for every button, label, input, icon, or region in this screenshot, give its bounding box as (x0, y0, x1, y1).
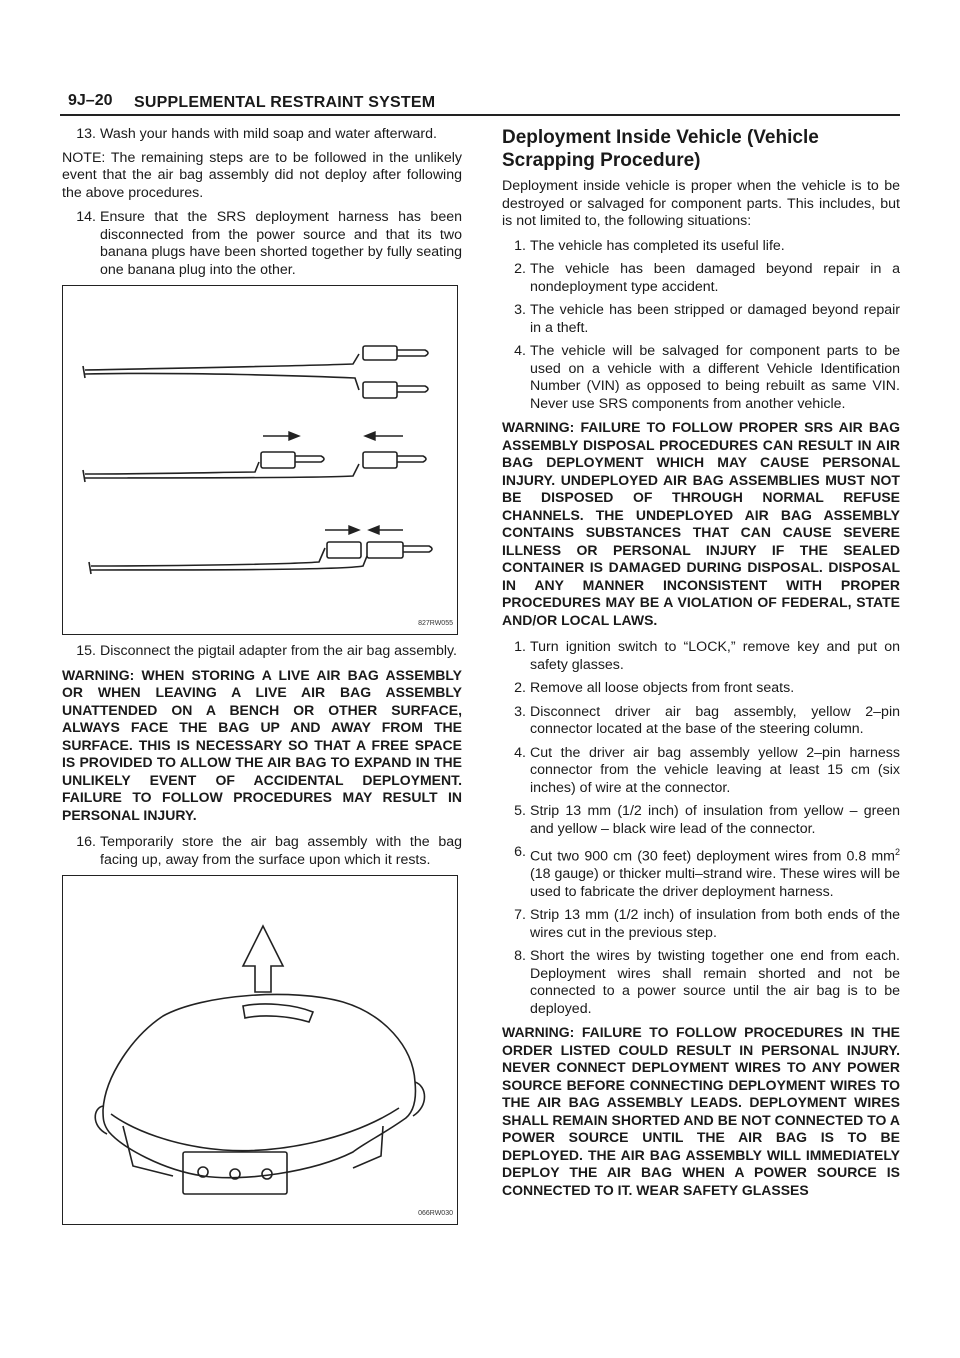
wire-3b (91, 556, 367, 570)
figure-code: 827RW055 (418, 619, 453, 627)
step-16: 16. Temporarily store the air bag assembly with the bag facing up, away from the surface upon which it rests. (76, 834, 462, 868)
list-item: 4. The vehicle will be salvaged for component parts to be used on a vehicle with a different Vehicle Identification Number (VIN) as opposed to being rebuilt as same VIN. Never use SRS components from another vehicle. (514, 343, 900, 412)
warning-deployment-order: WARNING: FAILURE TO FOLLOW PROCEDURES IN THE ORDER LISTED COULD RESULT IN PERSONAL INJURY. NEVER CONNECT DEPLOYMENT WIRES TO ANY POWER SOURCE BEFORE CONNECTING DEPLOYMENT WIRES TO THE AIR BAG ASSEMBLY LEADS. DEPLOYMENT WIRES SHALL REMAIN SHORTED AND BE NOT CONNECTED TO A POWER SOURCE UNTIL THE AIR BAG IS TO BE DEPLOYED. THE AIR BAG ASSEMBLY WILL IMMEDIATELY DEPLOY THE AIR BAG WHEN A POWER SOURCE IS CONNECTED TO IT. WEAR SAFETY GLASSES (502, 1024, 900, 1198)
warning-storage: WARNING: WHEN STORING A LIVE AIR BAG ASSEMBLY OR WHEN LEAVING A LIVE AIR BAG ASSEMBLY UNATTENDED ON A BENCH OR OTHER SURFACE, ALWAYS FACE THE BAG UP AND AWAY FROM THE SURFACE. THIS IS NECESSARY SO THAT A FREE SPACE IS PROVIDED TO ALLOW THE AIR BAG TO EXPAND IN THE UNLIKELY EVENT OF ACCIDENTAL DEPLOYMENT. FAILURE TO FOLLOW PROCEDURES MAY RESULT IN PERSONAL INJURY. (62, 666, 462, 823)
procedure-steps (502, 639, 900, 1018)
plug-2a-body (261, 452, 295, 468)
page-header (60, 88, 900, 118)
section-heading: Deployment Inside Vehicle (Vehicle Scrapping Procedure) (502, 127, 819, 171)
banana-plug-figure (62, 285, 458, 635)
intro-paragraph: Deployment inside vehicle is proper when the vehicle is to be destroyed or salvaged for component parts. This includes, but is not limited to, the following situations: (502, 178, 900, 229)
header-rule (60, 114, 900, 116)
plug-3-pin (403, 546, 432, 552)
plug-1b-body (363, 382, 397, 398)
section-title: SUPPLEMENTAL RESTRAINT SYSTEM (134, 94, 436, 111)
list-item: 2. The vehicle has been damaged beyond repair in a nondeployment type accident. (514, 261, 900, 295)
wire-1b (85, 373, 359, 390)
airbag-figure (62, 875, 458, 1225)
figure-code: 066RW030 (418, 1209, 453, 1217)
list-item: 1. The vehicle has completed its useful life. (514, 237, 785, 254)
plug-1a-pin (397, 350, 428, 356)
page-number: 9J–20 (68, 92, 113, 109)
plug-3a-body (327, 542, 361, 558)
wire-2a (85, 462, 259, 474)
list-item: 4. Cut the driver air bag assembly yellow 2–pin harness connector from the vehicle leaving at least 15 cm (six inches) of wire at the connector. (514, 744, 900, 796)
right-column (502, 126, 900, 1209)
plug-3b-body (367, 542, 403, 558)
list-item: 6. Cut two 900 cm (30 feet) deployment wires from 0.8 $mm^2$ (18 gauge) or thicker multi–strand wire. These wires will be used to fabricate the driver deployment harness. (514, 844, 900, 900)
situations-list (502, 238, 900, 414)
plug-2a-pin (295, 456, 324, 462)
airbag-illustration (63, 876, 457, 1224)
list-item: 2. Remove all loose objects from front seats. (514, 680, 795, 696)
list-item: 3. Disconnect driver air bag assembly, yellow 2–pin connector located at the base of the steering column. (514, 703, 900, 737)
plug-1b-pin (397, 386, 428, 392)
step-13: 13. Wash your hands with mild soap and water afterward. (76, 126, 437, 142)
step-14: 14. Ensure that the SRS deployment harness has been disconnected from the power source and that its two banana plugs have been shorted together by fully seating one banana plug into the other. (76, 209, 462, 278)
wire-2b (85, 464, 359, 478)
wire-1a (85, 354, 359, 370)
up-arrow-icon (243, 926, 283, 992)
warning-disposal: WARNING: FAILURE TO FOLLOW PROPER SRS AIR BAG ASSEMBLY DISPOSAL PROCEDURES CAN RESULT IN AIR BAG DEPLOYMENT WHICH MAY CAUSE PERSONAL INJURY. UNDEPLOYED AIR BAG ASSEMBLIES MUST NOT BE DISPOSED OF THROUGH NORMAL REFUSE CHANNELS. THE UNDEPLOYED AIR BAG ASSEMBLY CONTAINS SUBSTANCES THAT CAN CAUSE SEVERE ILLNESS OR PERSONAL INJURY IF THE SEALED CONTAINER IS DAMAGED DURING DISPOSAL. DISPOSAL IN ANY MANNER INCONSISTENT WITH PROPER PROCEDURES MAY BE A VIOLATION OF FEDERAL, STATE AND/OR LOCAL LAWS. (502, 419, 900, 628)
plug-1a-body (363, 346, 397, 360)
airbag-emblem (243, 1004, 313, 1022)
list-item: 3. The vehicle has been stripped or damaged beyond repair in a theft. (514, 302, 900, 336)
left-column (62, 126, 462, 1225)
banana-plug-illustration (63, 286, 457, 634)
list-item: 5. Strip 13 mm (1/2 inch) of insulation from yellow – green and yellow – black wire lead of the connector. (514, 803, 900, 837)
airbag-cover-rim (111, 1108, 399, 1151)
list-item: 1. Turn ignition switch to “LOCK,” remove key and put on safety glasses. (514, 639, 900, 673)
plug-2b-body (363, 452, 397, 468)
note-paragraph: NOTE: The remaining steps are to be followed in the unlikely event that the air bag assembly did not deploy after following the above procedures. (62, 149, 462, 201)
plug-2b-pin (397, 456, 426, 462)
list-item: 7. Strip 13 mm (1/2 inch) of insulation from both ends of the wires cut in the previous step. (514, 907, 900, 941)
wire-3a (91, 548, 325, 566)
list-item: 8. Short the wires by twisting together one end from each. Deployment wires shall remain shorted and not be connected to a power source until the air bag is to be deployed. (514, 948, 900, 1017)
step-15: 15. Disconnect the pigtail adapter from the air bag assembly. (76, 643, 457, 659)
